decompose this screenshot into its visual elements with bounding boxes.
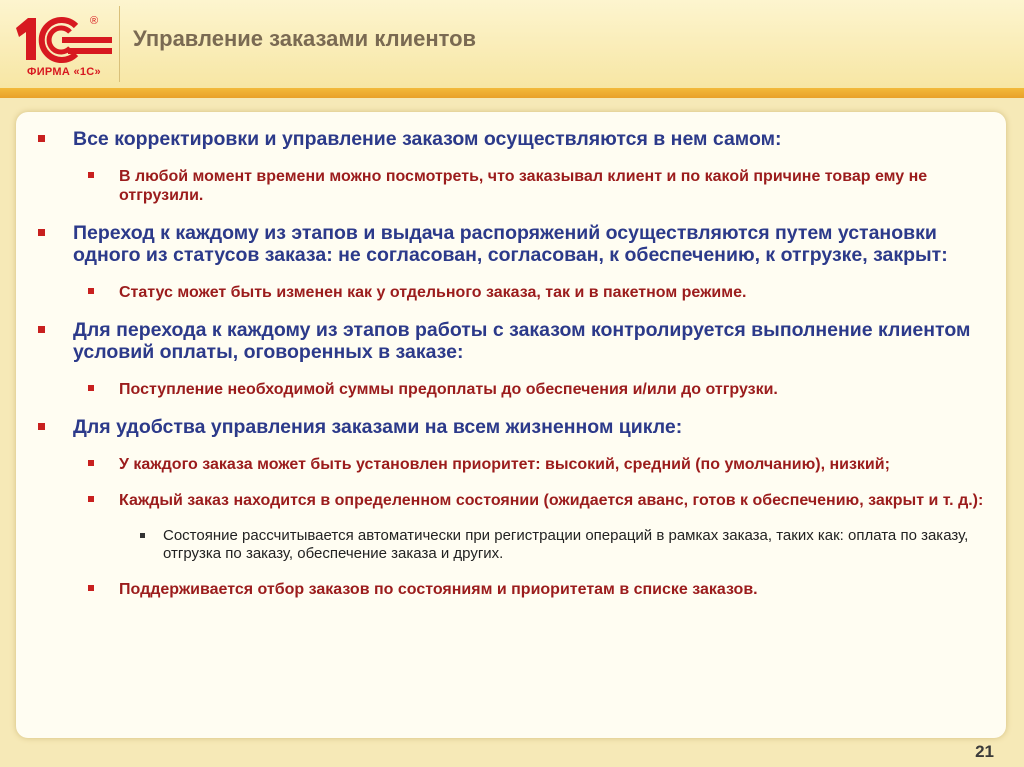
page-number: 21 xyxy=(975,742,994,761)
list-item-text: Для удобства управления заказами на всем жизненном цикле: xyxy=(73,416,683,438)
header-band xyxy=(0,88,1024,98)
slide-title: Управление заказами клиентов xyxy=(133,26,477,51)
list-item xyxy=(36,527,996,563)
square-bullet-icon xyxy=(38,135,45,142)
list-item xyxy=(36,455,996,474)
square-bullet-icon xyxy=(88,385,94,391)
logo-caption: ФИРМА «1С» xyxy=(27,66,101,78)
list-item-text: В любой момент времени можно посмотреть, что заказывал клиент и по какой причине товар ему не отгрузили. xyxy=(119,168,928,204)
list-item-text: Поступление необходимой суммы предоплаты до обеспечения и/или до отгрузки. xyxy=(119,381,778,398)
list-item xyxy=(36,167,996,205)
square-bullet-icon xyxy=(88,172,94,178)
square-bullet-icon xyxy=(38,229,45,236)
list-item-text: Для перехода к каждому из этапов работы с заказом контролируется выполнение клиентом условий оплаты, оговоренных в заказе: xyxy=(73,319,971,363)
list-item xyxy=(36,128,996,150)
list-item xyxy=(36,283,996,302)
list-item xyxy=(36,580,996,599)
square-bullet-icon xyxy=(88,460,94,466)
company-logo xyxy=(10,10,116,82)
logo-divider xyxy=(119,6,120,82)
list-item-text: Состояние рассчитывается автоматически при регистрации операций в рамках заказа, таких как: оплата по заказу, отгрузка по заказу, обеспечение заказа и других. xyxy=(163,527,969,562)
list-item-text: Поддерживается отбор заказов по состояниям и приоритетам в списке заказов. xyxy=(119,581,758,598)
square-bullet-icon xyxy=(88,585,94,591)
list-item-text: Все корректировки и управление заказом осуществляются в нем самом: xyxy=(73,128,782,150)
square-bullet-icon xyxy=(88,288,94,294)
list-item-text: Каждый заказ находится в определенном состоянии (ожидается аванс, готов к обеспечению, закрыт и т. д.): xyxy=(119,492,984,509)
list-item xyxy=(36,416,996,438)
list-item xyxy=(36,319,996,363)
svg-text:®: ® xyxy=(90,15,99,27)
list-item-text: Переход к каждому из этапов и выдача распоряжений осуществляются путем установки одного из статусов заказа: не согласован, согласован, к обеспечению, к отгрузке, закрыт: xyxy=(73,222,948,266)
square-bullet-icon xyxy=(38,423,45,430)
square-bullet-icon xyxy=(140,533,145,538)
logo-1c-mark xyxy=(10,10,116,66)
list-item-text: У каждого заказа может быть установлен приоритет: высокий, средний (по умолчанию), низкий; xyxy=(119,456,890,473)
bullet-list xyxy=(36,128,996,616)
square-bullet-icon xyxy=(38,326,45,333)
list-item xyxy=(36,491,996,510)
list-item xyxy=(36,222,996,266)
list-item xyxy=(36,380,996,399)
square-bullet-icon xyxy=(88,496,94,502)
list-item-text: Статус может быть изменен как у отдельного заказа, так и в пакетном режиме. xyxy=(119,284,747,301)
